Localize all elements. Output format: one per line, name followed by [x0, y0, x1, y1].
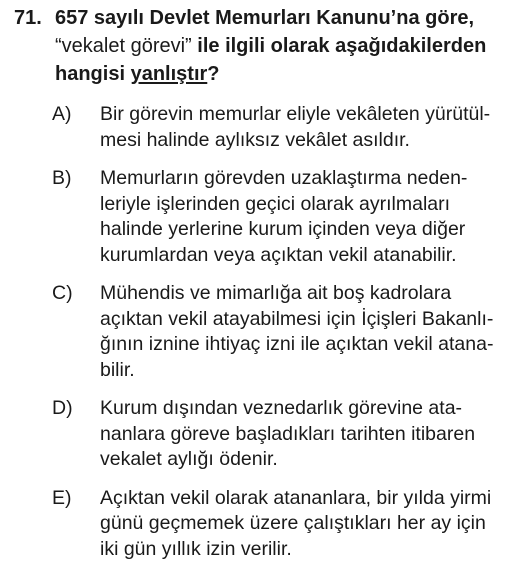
option-letter: D)	[52, 397, 73, 419]
question-text	[55, 4, 514, 88]
option-line: Memurların görevden uzaklaştırma neden-	[100, 167, 468, 189]
option-line: kurumlardan veya açıktan vekil atanabilir.	[100, 243, 457, 266]
option-e[interactable]	[14, 486, 514, 563]
option-line: Kurum dışından veznedarlık görevine ata-	[100, 397, 463, 419]
option-text	[100, 281, 508, 383]
option-text	[100, 166, 508, 268]
option-line: ğının iznine ihtiyaç izni ile açıktan vekil atana-	[100, 333, 494, 355]
question-number: 71.	[14, 7, 42, 29]
option-line: nanlara göreve başladıkları tarihten itibaren	[100, 422, 476, 445]
question-line-3	[55, 60, 514, 88]
option-line: mesi halinde aylıksız vekâlet asıldır.	[100, 128, 410, 151]
option-line: bilir.	[100, 358, 135, 381]
option-text	[100, 102, 508, 153]
question-line-2-bold: ile ilgili olarak aşağıdakilerden	[191, 35, 487, 57]
question-line-1: 657 sayılı Devlet Memurları Kanunu’na göre,	[55, 7, 475, 29]
option-letter: E)	[52, 486, 72, 509]
option-letter: A)	[52, 103, 72, 125]
option-a[interactable]	[14, 102, 514, 153]
question-line-2	[55, 32, 514, 60]
question-stem	[14, 4, 514, 88]
option-line: iki gün yıllık izin verilir.	[100, 537, 292, 560]
option-letter: C)	[52, 282, 73, 304]
option-line: halinde yerlerine kurum içinden veya diğer	[100, 218, 466, 240]
option-text	[100, 396, 508, 473]
question-line-3-bold: hangisi	[55, 63, 131, 85]
option-line: Bir görevin memurlar eliyle vekâleten yürütül-	[100, 103, 491, 125]
question-quoted-term: “vekalet görevi”	[55, 35, 192, 57]
option-line: açıktan vekil atayabilmesi için İçişleri Bakanlı-	[100, 307, 494, 330]
answer-options	[14, 102, 514, 562]
option-line: vekalet aylığı ödenir.	[100, 448, 278, 470]
option-line: Mühendis ve mimarlığa ait boş kadrolara	[100, 282, 452, 304]
question-keyword-underlined: yanlıştır	[130, 63, 208, 85]
option-line: günü geçmemek üzere çalıştıkları her ay için	[100, 512, 486, 534]
option-letter: B)	[52, 167, 72, 189]
option-text	[100, 486, 508, 563]
option-line: leriyle işlerinden geçici olarak ayrılmaları	[100, 192, 451, 215]
question-block	[14, 4, 514, 575]
option-b[interactable]	[14, 166, 514, 268]
option-line: Açıktan vekil olarak atananlara, bir yılda yirmi	[100, 486, 492, 509]
option-d[interactable]	[14, 396, 514, 473]
question-mark: ?	[207, 63, 220, 85]
option-c[interactable]	[14, 281, 514, 383]
